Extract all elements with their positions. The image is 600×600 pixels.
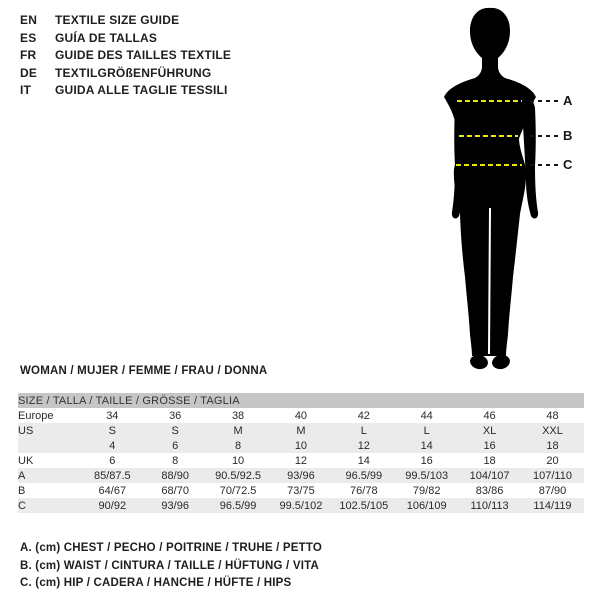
marker-label-c: C [563,157,573,172]
table-row-chest [18,468,584,483]
table-cell: 46 [483,409,496,422]
table-cell: 93/96 [270,468,333,483]
lang-code: IT [20,83,32,98]
table-cell: 104/107 [458,468,521,483]
table-cell: 10 [231,454,245,467]
table-cell: 16 [420,454,433,467]
hip-leader-line [530,164,558,166]
chest-leader-line [530,100,558,102]
table-cell: 99.5/103 [395,468,458,483]
table-cell: 96.5/99 [207,498,270,513]
lang-row-en [20,12,231,30]
table-cell: XXL [521,423,584,438]
table-cell: 99.5/102 [270,498,333,513]
lang-row-es [20,30,231,48]
table-cell: 36 [169,409,182,422]
table-cell: 20 [546,454,559,467]
row-label: A [18,468,81,483]
table-cell: 107/110 [521,468,584,483]
table-cell: 14 [357,454,370,467]
table-cell: 42 [357,409,370,422]
table-cell: 8 [172,454,179,467]
table-cell: 34 [106,409,119,422]
lang-title: GUÍA DE TALLAS [55,30,158,45]
table-cell: 10 [270,438,333,453]
measurement-legend [20,540,322,593]
table-row-uk [18,453,584,468]
size-table-header: SIZE / TALLA / TAILLE / GRÖSSE / TAGLIA [18,393,584,408]
table-cell: 12 [332,438,395,453]
table-cell: 106/109 [395,498,458,513]
row-label: US [18,423,81,438]
table-cell: S [144,423,207,438]
table-cell: 8 [207,438,270,453]
waist-leader-line [530,135,558,137]
lang-title: GUIDE DES TAILLES TEXTILE [55,48,232,63]
lang-title: TEXTILE SIZE GUIDE [55,13,180,27]
row-label: UK [18,454,34,467]
row-label: B [18,484,26,497]
row-label: Europe [18,409,54,422]
table-cell: 68/70 [161,484,189,497]
table-cell: L [332,423,395,438]
language-title-list [20,12,231,100]
legend-waist: B. (cm) WAIST / CINTURA / TAILLE / HÜFTUNG / VITA [20,559,319,572]
table-cell: 96.5/99 [332,468,395,483]
table-cell: 73/75 [287,484,315,497]
table-cell: M [270,423,333,438]
lang-code: EN [20,13,38,27]
table-cell: 6 [109,454,116,467]
table-cell: 114/119 [521,498,584,513]
row-label: C [18,498,81,513]
table-cell: 64/67 [98,484,127,497]
table-cell: 102.5/105 [332,498,395,513]
table-row-us-letters [18,423,584,438]
table-row-us-numbers [18,438,584,453]
lang-code: ES [20,30,37,45]
table-cell: 88/90 [144,468,207,483]
table-row-europe [18,408,584,423]
table-cell: 4 [81,438,144,453]
table-cell: 16 [458,438,521,453]
row-label [18,438,81,453]
table-cell: 90.5/92.5 [207,468,270,483]
table-cell: 70/72.5 [219,484,257,497]
leg-separator [489,208,490,354]
size-table [18,393,584,513]
table-cell: 90/92 [81,498,144,513]
table-cell: 14 [395,438,458,453]
marker-label-b: B [563,128,573,143]
table-cell: 110/113 [458,498,521,513]
size-table-header-row [18,393,584,408]
legend-hip: C. (cm) HIP / CADERA / HANCHE / HÜFTE / HIPS [20,577,292,589]
table-cell: 38 [231,409,245,422]
table-row-hip [18,498,584,513]
lang-code: FR [20,48,37,63]
lang-row-it [20,82,231,100]
table-cell: XL [458,423,521,438]
table-cell: 6 [144,438,207,453]
table-cell: 85/87.5 [81,468,144,483]
table-row-waist [18,483,584,498]
lang-row-de [20,65,231,83]
lang-code: DE [20,65,38,80]
table-cell: 76/78 [350,484,378,497]
table-cell: 93/96 [144,498,207,513]
table-cell: 18 [521,438,584,453]
table-cell: 48 [546,409,559,422]
section-heading: WOMAN / MUJER / FEMME / FRAU / DONNA [20,365,268,377]
woman-silhouette-figure [435,2,555,374]
table-cell: 44 [420,409,433,422]
table-cell: 18 [483,454,496,467]
table-cell: 12 [294,454,308,467]
table-cell: 83/86 [475,484,504,497]
table-cell: L [395,423,458,438]
lang-row-fr [20,47,231,65]
hip-measure-line [456,164,522,166]
legend-chest: A. (cm) CHEST / PECHO / POITRINE / TRUHE / PETTO [20,542,323,554]
waist-measure-line [459,135,518,137]
table-cell: M [207,423,270,438]
table-cell: 79/82 [412,484,441,497]
table-cell: 87/90 [538,484,567,497]
table-cell: S [81,423,144,438]
table-cell: 40 [294,409,308,422]
lang-title: GUIDA ALLE TAGLIE TESSILI [55,83,228,98]
lang-title: TEXTILGRÖßENFÜHRUNG [55,65,212,80]
marker-label-a: A [563,93,573,108]
chest-measure-line [457,100,522,102]
